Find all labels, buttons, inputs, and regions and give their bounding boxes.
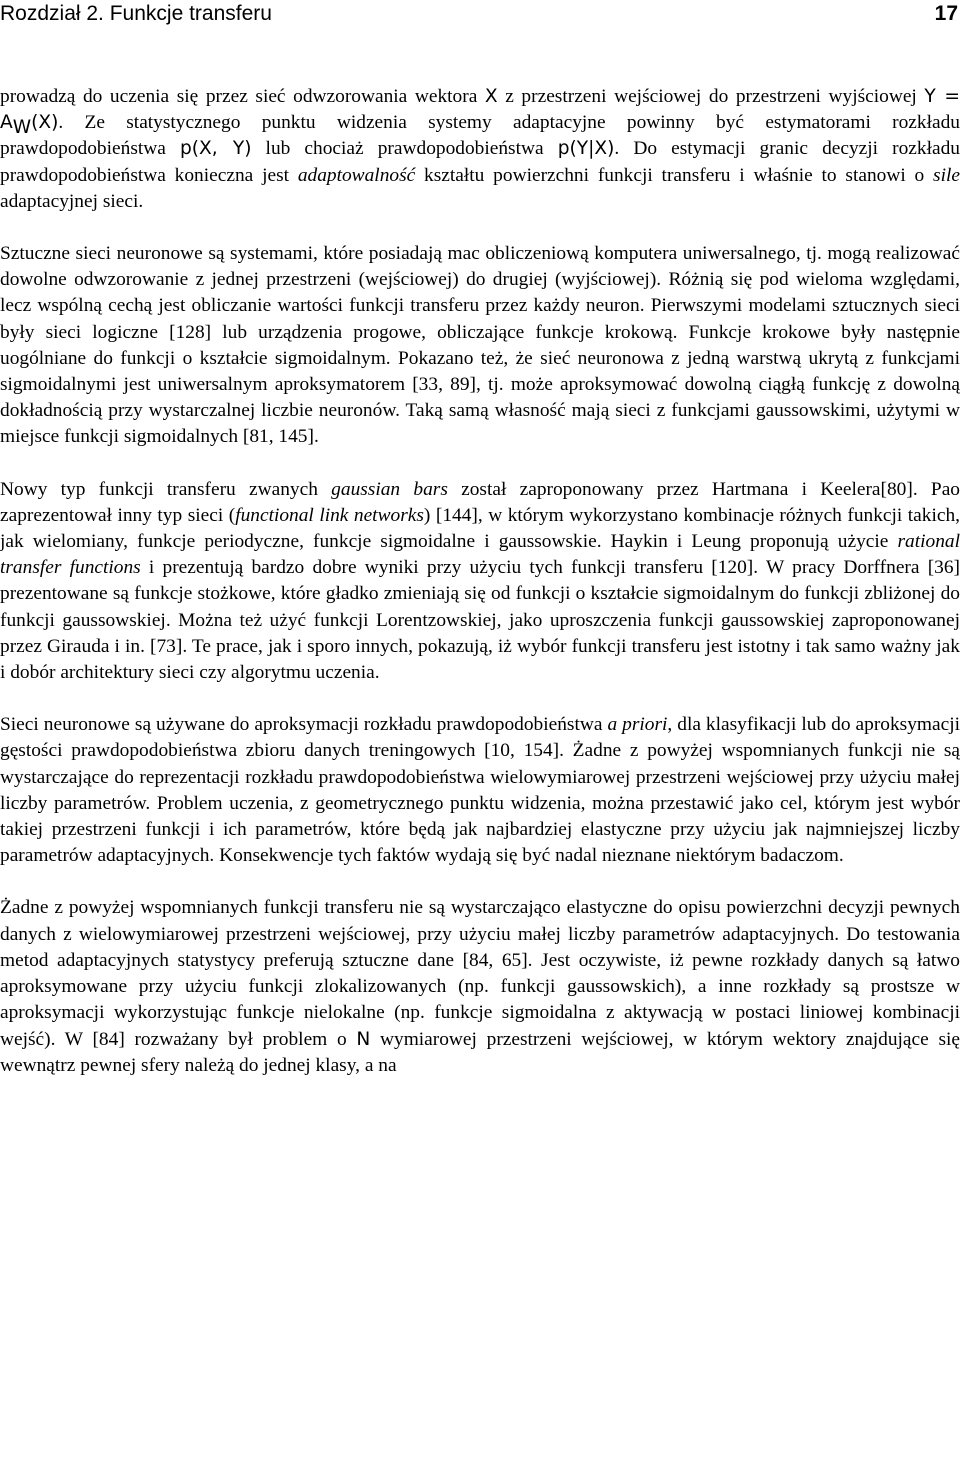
text-run: lub chociaż prawdopodobieństwa <box>251 138 558 160</box>
emphasis-term: sile <box>933 164 960 186</box>
text-run: . Ze statystycznego punktu widzenia systemy adaptacyjne powinny być estymatorami rozkładu prawdopodobieństwa <box>0 112 960 160</box>
paragraph <box>0 712 960 869</box>
emphasis-term: rational transfer functions <box>0 531 960 579</box>
text-run: ) [144], w którym wykorzystano kombinacje różnych funkcji takich, jak wielomiany, funkcje periodyczne, funkcje sigmoidalne i gaussowskie. Haykin i Leung proponują użycie <box>0 504 960 553</box>
page-body <box>0 84 960 1079</box>
math-symbol: (X) <box>31 112 59 134</box>
text-run: adaptacyjnej sieci. <box>0 190 144 212</box>
text-run: został zaproponowany przez Hartmana i Keelera[80]. Pao zaprezentował inny typ sieci ( <box>0 478 960 526</box>
math-symbol: Y = A <box>0 86 960 134</box>
math-symbol: p(Y|X) <box>557 138 615 160</box>
page-number: 17 <box>934 2 958 25</box>
math-symbol: N <box>356 1028 371 1050</box>
math-symbol: p(X, Y) <box>179 138 252 160</box>
text-run: i prezentują bardzo dobre wyniki przy użyciu tych funkcji transferu [120]. W pracy Dorffnera [36] prezentowane są funkcje stożkowe, które gładko zmieniają się od funkcji o kształcie sigmoidalnym do funkcji zbliżonej do funkcji gaussowskiej. Można też użyć funkcji Lorentzowskiej, jako uproszczenia funkcji gaussowskiej zaproponowanej przez Girauda i in. [73]. Te prace, jak i sporo innych, pokazują, iż wybór funkcji transferu jest istotny i tak samo ważny jak i dobór architektury sieci czy algorytmu uczenia. <box>0 557 960 684</box>
text-run: , dla klasyfikacji lub do aproksymacji gęstości prawdopodobieństwa zbioru danych treningowych [10, 154]. Żadne z powyżej wspomnianych funkcji nie są wystarczające do reprezentacji rozkładu prawdopodobieństwa wielowymiarowej przestrzeni wejściowej przy użyciu małej liczby parametrów. Problem uczenia, z geometrycznego punktu widzenia, można przestawić jako cel, którym jest wybór takiej przestrzeni funkcji i ich parametrów, które będą jak najbardziej elastyczne przy użyciu jak najmniejszej liczby parametrów adaptacyjnych. Konsekwencje tych faktów wydają się być nadal nieznane niektórym badaczom. <box>0 714 960 867</box>
text-run: z przestrzeni wejściowej do przestrzeni wyjściowej <box>497 86 925 107</box>
text-run: . Do estymacji granic decyzji rozkładu prawdopodobieństwa konieczna jest <box>0 138 960 186</box>
emphasis-term: adaptowalność <box>297 164 416 186</box>
running-head: Rozdział 2. Funkcje transferu <box>0 2 272 25</box>
text-run: prowadzą do uczenia się przez sieć odwzorowania wektora <box>0 86 485 107</box>
page-header <box>0 0 960 30</box>
text-run: kształtu powierzchni funkcji transferu i właśnie to stanowi o <box>415 164 934 186</box>
text-run: Sieci neuronowe są używane do aproksymacji rozkładu prawdopodobieństwa <box>0 714 608 736</box>
emphasis-term: a priori <box>607 714 668 736</box>
math-symbol: X <box>484 86 498 107</box>
math-subscript: W <box>12 117 32 139</box>
paragraph <box>0 895 960 1078</box>
paragraph <box>0 84 960 215</box>
emphasis-term: functional link networks <box>235 504 424 526</box>
text-run: wymiarowej przestrzeni wejściowej, w którym wektory znajdujące się wewnątrz pewnej sfery należą do jednej klasy, a na <box>0 1028 960 1076</box>
text-run: Żadne z powyżej wspomnianych funkcji transferu nie są wystarczająco elastyczne do opisu powierzchni decyzji pewnych danych z wielowymiarowej przestrzeni wejściowej, przy użyciu małej liczby parametrów adaptacyjnych. Do testowania metod adaptacyjnych statystycy preferują sztuczne dane [84, 65]. Jest oczywiste, iż pewne rozkłady danych są łatwo aproksymowane przy użyciu funkcji zlokalizowanych (np. funkcji gaussowskich), a inne rozkłady są prostsze w aproksymacji wykorzystując funkcje nielokalne (np. funkcje sigmoidalna z aktywacją w postaci liniowej kombinacji wejść). W [84] rozważany był problem o <box>0 897 960 1050</box>
paragraph <box>0 477 960 687</box>
paragraph <box>0 241 960 451</box>
text-run: Sztuczne sieci neuronowe są systemami, które posiadają mac obliczeniową komputera uniwersalnego, tj. mogą realizować dowolne odwzorowanie z jednej przestrzeni (wejściowej) do drugiej (wyjściowej). Różnią się pod wieloma względami, lecz wspólną cechą jest obliczanie wartości funkcji transferu przez każdy neuron. Pierwszymi modelami sztucznych sieci były sieci logiczne [128] lub urządzenia progowe, obliczające funkcje krokową. Funkcje krokowe były następnie uogólniane do funkcji o kształcie sigmoidalnym. Pokazano też, że sieć neuronowa z jedną warstwą ukrytą z funkcjami sigmoidalnymi jest uniwersalnym aproksymatorem [33, 89], tj. może aproksymować dowolną ciągłą funkcję z dowolną dokładnością przy wystarczalnej liczbie neuronów. Taką samą własność mają sieci z funkcjami gaussowskimi, użytymi w miejsce funkcji sigmoidalnych [81, 145]. <box>0 243 960 448</box>
emphasis-term: gaussian bars <box>331 478 448 500</box>
text-run: Nowy typ funkcji transferu zwanych <box>0 478 332 500</box>
